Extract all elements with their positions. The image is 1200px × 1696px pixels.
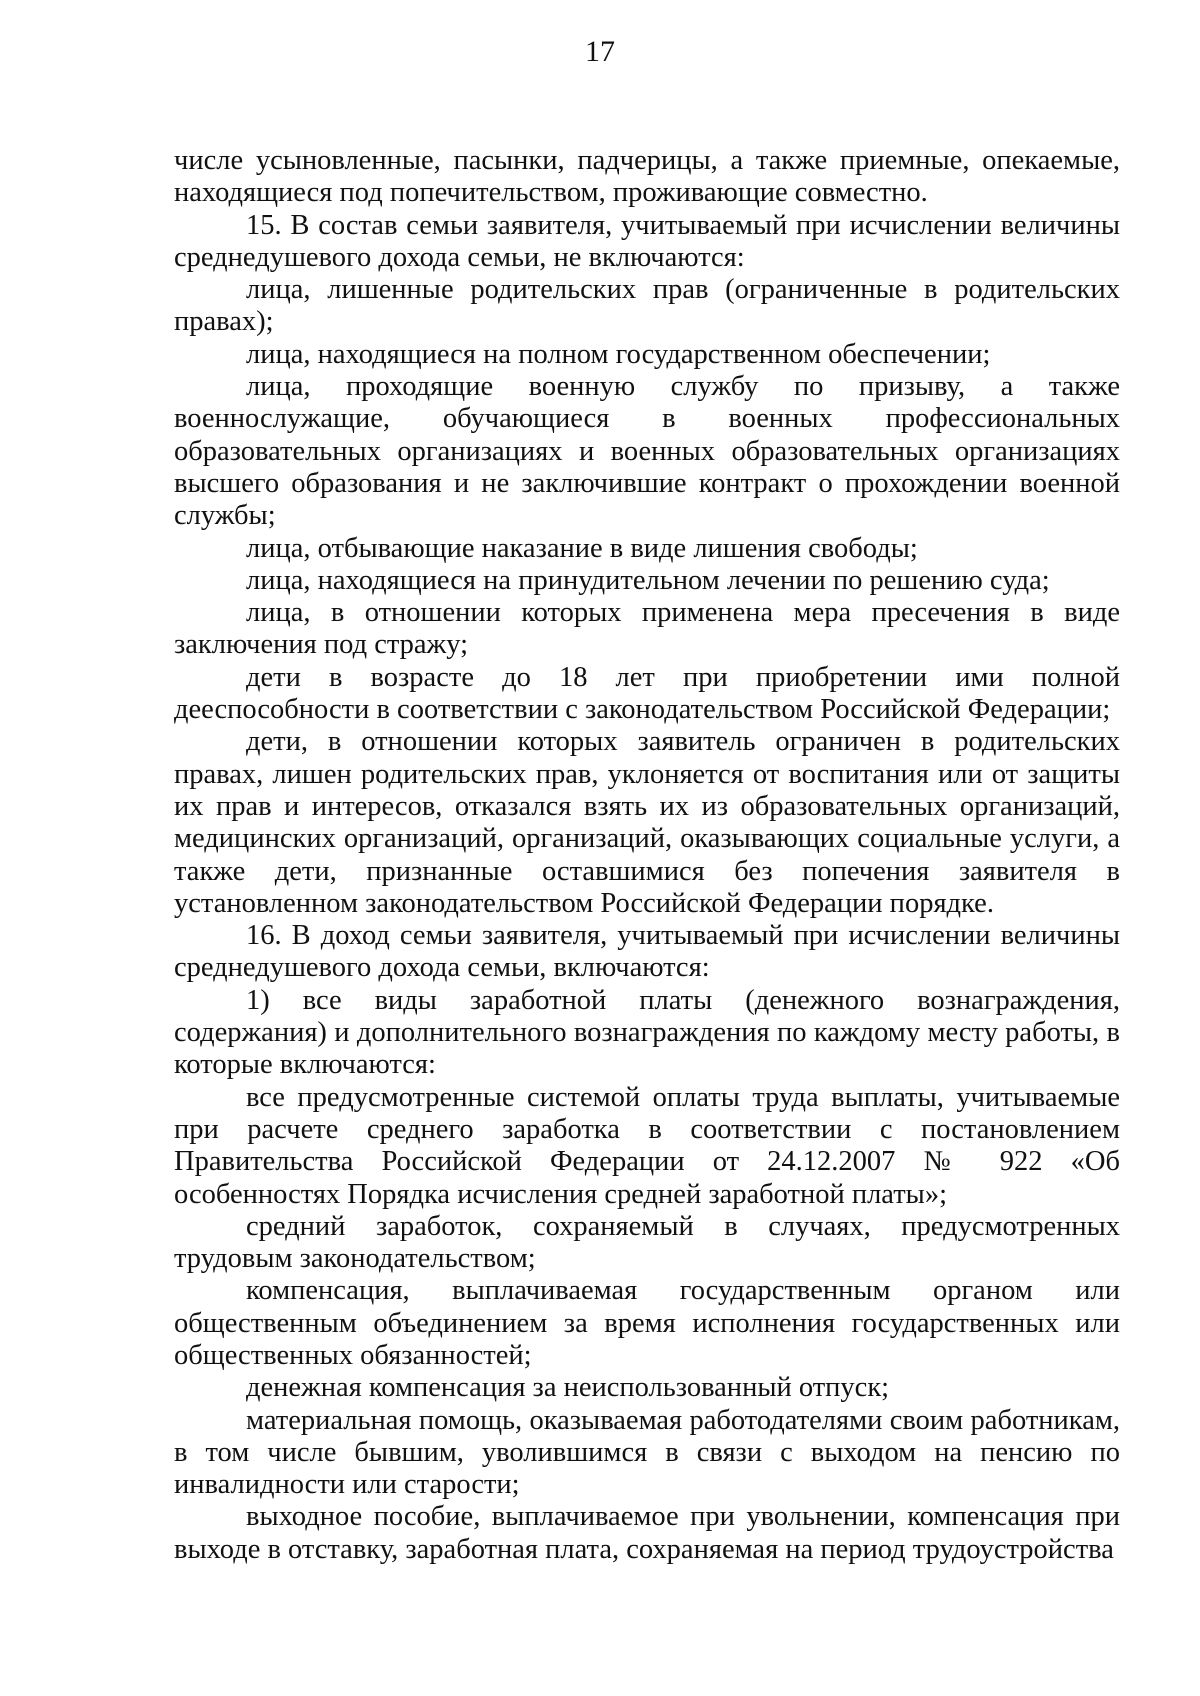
page-number: 17 bbox=[585, 35, 615, 68]
paragraph-exclusion-military: лица, проходящие военную службу по призыву, а также военнослужащие, обучающиеся в военных профессиональных образовательных организациях и военных образовательных организациях высшего образования и не заключившие контракт о прохождении военной службы; bbox=[174, 371, 1120, 532]
paragraph-income-payments: все предусмотренные системой оплаты труда выплаты, учитываемые при расчете среднего заработка в соответствии с постановлением Правительства Российской Федерации от 24.12.2007 № 922 «Об особенностях Порядка исчисления средней заработной платы»; bbox=[174, 1081, 1120, 1210]
paragraph-income-wages: 1) все виды заработной платы (денежного вознаграждения, содержания) и дополнительного вознаграждения по каждому месту работы, в которые включаются: bbox=[174, 984, 1120, 1081]
paragraph-income-material-aid: материальная помощь, оказываемая работодателями своим работникам, в том числе бывшим, уволившимся в связи с выходом на пенсию по инвалидности или старости; bbox=[174, 1404, 1120, 1501]
paragraph-income-compensation: компенсация, выплачиваемая государственным органом или общественным объединением за время исполнения государственных или общественных обязанностей; bbox=[174, 1275, 1120, 1371]
paragraph-exclusion-state-support: лица, находящиеся на полном государственном обеспечении; bbox=[246, 338, 991, 370]
paragraph-exclusion-emancipated-children: дети в возрасте до 18 лет при приобретении ими полной дееспособности в соответствии с законодательством Российской Федерации; bbox=[174, 661, 1120, 726]
paragraph-exclusion-imprisoned: лица, отбывающие наказание в виде лишения свободы; bbox=[246, 532, 918, 564]
document-body bbox=[174, 145, 1120, 1566]
paragraph-income-average-earnings: средний заработок, сохраняемый в случаях, предусмотренных трудовым законодательством; bbox=[174, 1210, 1120, 1275]
paragraph-income-severance: выходное пособие, выплачиваемое при увольнении, компенсация при выходе в отставку, заработная плата, сохраняемая на период трудоустройства bbox=[174, 1501, 1120, 1565]
paragraph-exclusion-children-restricted: дети, в отношении которых заявитель ограничен в родительских правах, лишен родительских прав, уклоняется от воспитания или от защиты их прав и интересов, отказался взять их из образовательных организаций, медицинских организаций, организаций, оказывающих социальные услуги, а также дети, признанные оставшимися без попечения заявителя в установленном законодательством Российской Федерации порядке. bbox=[174, 726, 1120, 919]
paragraph-exclusion-compulsory-treatment: лица, находящиеся на принудительном лечении по решению суда; bbox=[246, 564, 1050, 596]
paragraph-item-16: 16. В доход семьи заявителя, учитываемый при исчислении величины среднедушевого дохода семьи, включаются: bbox=[174, 920, 1120, 984]
paragraph-exclusion-deprived-rights: лица, лишенные родительских прав (ограниченные в родительских правах); bbox=[174, 274, 1120, 338]
paragraph-continuation: числе усыновленные, пасынки, падчерицы, а также приемные, опекаемые, находящиеся под попечительством, проживающие совместно. bbox=[174, 145, 1120, 209]
paragraph-exclusion-custody: лица, в отношении которых применена мера пресечения в виде заключения под стражу; bbox=[174, 597, 1120, 661]
paragraph-item-15: 15. В состав семьи заявителя, учитываемый при исчислении величины среднедушевого дохода семьи, не включаются: bbox=[174, 209, 1120, 273]
paragraph-income-vacation: денежная компенсация за неиспользованный отпуск; bbox=[246, 1372, 890, 1404]
